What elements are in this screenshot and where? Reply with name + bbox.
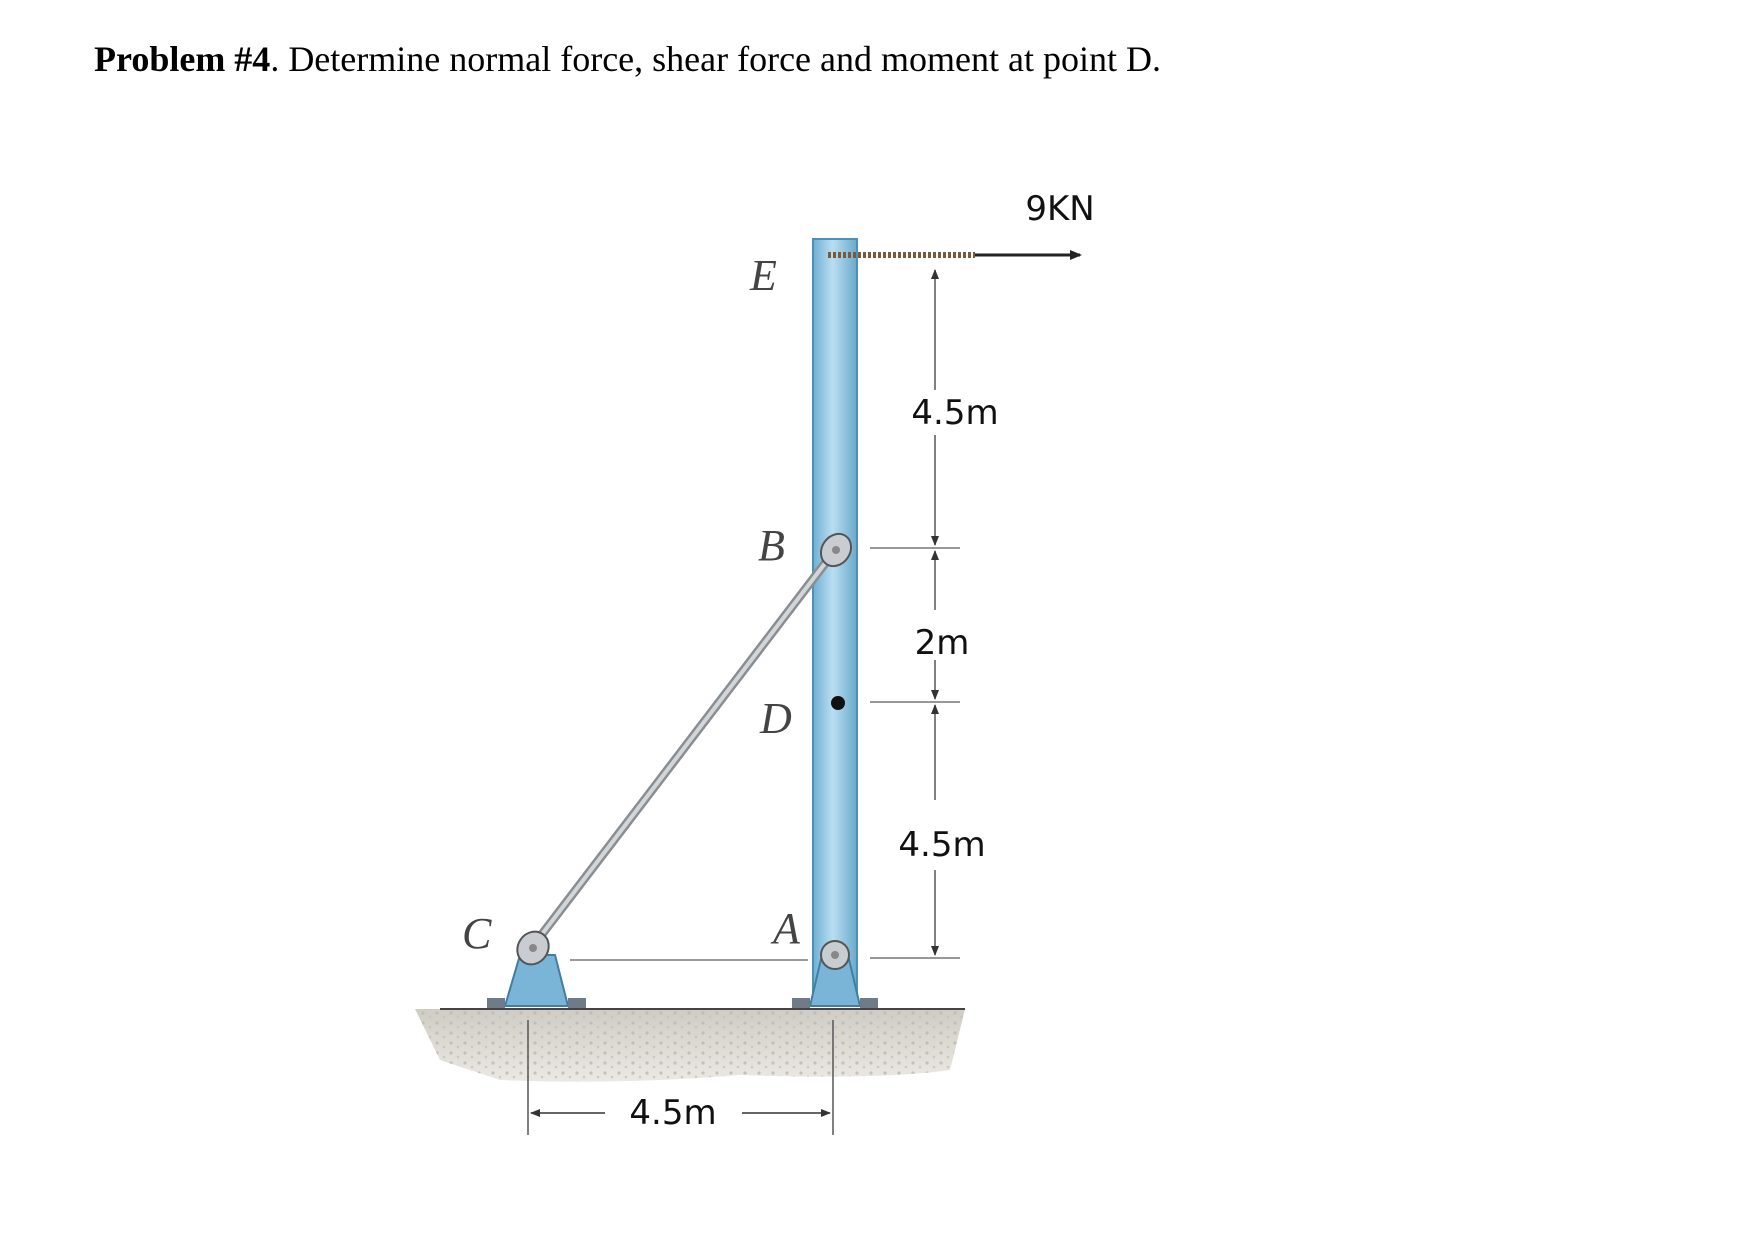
point-d-marker xyxy=(831,696,845,710)
label-c: C xyxy=(462,909,492,958)
support-c xyxy=(487,925,586,1008)
problem-heading: Problem #4 xyxy=(94,39,271,79)
applied-load xyxy=(828,189,1095,255)
label-b: B xyxy=(758,521,785,570)
dim-middle-label: 2m xyxy=(914,623,970,663)
ground xyxy=(415,1009,965,1082)
dim-bottom-label: 4.5m xyxy=(898,825,986,865)
dim-top-label: 4.5m xyxy=(911,393,999,433)
strut-bc xyxy=(533,549,836,946)
problem-text: . Determine normal force, shear force and moment at point D. xyxy=(270,39,1161,79)
load-label: 9KN xyxy=(1025,189,1095,229)
support-a xyxy=(792,941,878,1008)
dimension-vertical xyxy=(870,270,999,958)
dim-horizontal-label: 4.5m xyxy=(629,1093,717,1133)
label-d: D xyxy=(760,694,792,743)
post-ae xyxy=(813,239,857,1006)
label-e: E xyxy=(750,251,777,300)
label-a: A xyxy=(773,904,800,953)
